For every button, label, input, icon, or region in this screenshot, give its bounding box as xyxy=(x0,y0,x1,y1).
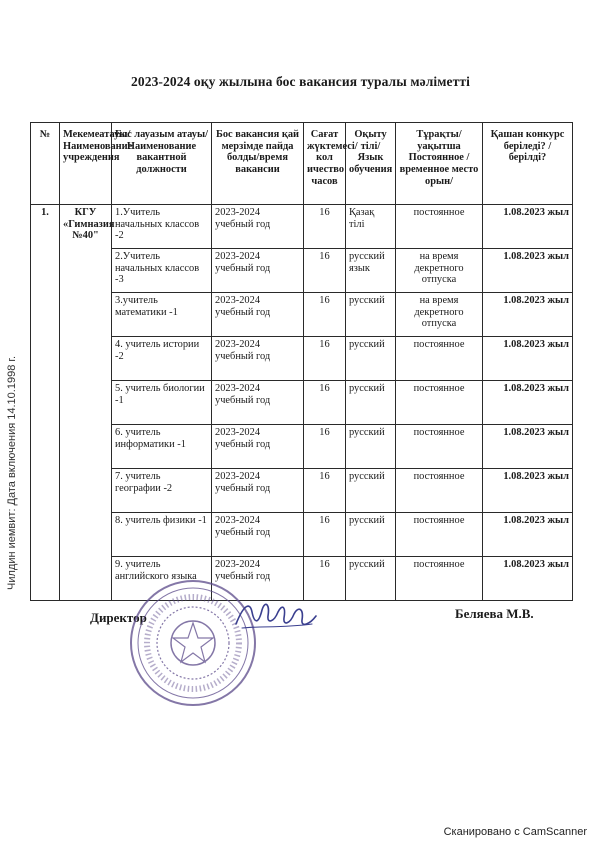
date-cell: 1.08.2023 жыл xyxy=(483,381,573,425)
date-cell: 1.08.2023 жыл xyxy=(483,513,573,557)
header-cell-number: № xyxy=(31,123,60,205)
period-cell: 2023-2024 учебный год xyxy=(212,513,304,557)
header-cell-period: Бос вакансия қай мерзімде пайда болды/время вакансии xyxy=(212,123,304,205)
table-row xyxy=(31,557,573,601)
period-cell: 2023-2024 учебный год xyxy=(212,293,304,337)
date-cell: 1.08.2023 жыл xyxy=(483,469,573,513)
hours-cell: 16 xyxy=(304,425,346,469)
position-cell: 5. учитель биологии -1 xyxy=(112,381,212,425)
date-cell: 1.08.2023 жыл xyxy=(483,293,573,337)
table-body xyxy=(31,205,573,601)
period-cell: 2023-2024 учебный год xyxy=(212,337,304,381)
header-cell-language: Оқыту тілі/ Язык обучения xyxy=(346,123,396,205)
director-name: Беляева М.В. xyxy=(455,606,534,621)
date-cell: 1.08.2023 жыл xyxy=(483,425,573,469)
position-cell: 3.учитель математики -1 xyxy=(112,293,212,337)
header-cell-date: Қашан конкурс беріледі? /берілді? xyxy=(483,123,573,205)
type-cell: постоянное xyxy=(396,513,483,557)
vacancy-table xyxy=(30,122,573,601)
header-cell-type: Тұрақты/ уақытша Постоянное / временное место орын/ xyxy=(396,123,483,205)
language-cell: Қазақ тілі xyxy=(346,205,396,249)
date-cell: 1.08.2023 жыл xyxy=(483,205,573,249)
language-cell: русский xyxy=(346,337,396,381)
table-header-row xyxy=(31,123,573,205)
scanner-watermark: Сканировано с CamScanner xyxy=(443,826,587,838)
hours-cell: 16 xyxy=(304,557,346,601)
type-cell: на время декретного отпуска xyxy=(396,249,483,293)
table-row xyxy=(31,249,573,293)
date-cell: 1.08.2023 жыл xyxy=(483,249,573,293)
position-cell: 1.Учитель начальных классов -2 xyxy=(112,205,212,249)
language-cell: русский xyxy=(346,425,396,469)
table-row xyxy=(31,513,573,557)
table-row xyxy=(31,425,573,469)
position-cell: 4. учитель истории -2 xyxy=(112,337,212,381)
period-cell: 2023-2024 учебный год xyxy=(212,425,304,469)
period-cell: 2023-2024 учебный год xyxy=(212,205,304,249)
hours-cell: 16 xyxy=(304,205,346,249)
position-cell: 2.Учитель начальных классов -3 xyxy=(112,249,212,293)
row-number-cell: 1. xyxy=(31,205,60,601)
position-cell: 9. учитель английского языка xyxy=(112,557,212,601)
header-cell-hours: Сағат жүктемесі/кол ичество часов xyxy=(304,123,346,205)
type-cell: постоянное xyxy=(396,381,483,425)
type-cell: постоянное xyxy=(396,337,483,381)
type-cell: постоянное xyxy=(396,425,483,469)
period-cell: 2023-2024 учебный год xyxy=(212,249,304,293)
date-cell: 1.08.2023 жыл xyxy=(483,337,573,381)
period-cell: 2023-2024 учебный год xyxy=(212,469,304,513)
period-cell: 2023-2024 учебный год xyxy=(212,557,304,601)
institution-cell: КГУ «Гимназия №40" xyxy=(60,205,112,601)
language-cell: русский xyxy=(346,513,396,557)
table-row xyxy=(31,337,573,381)
language-cell: русский xyxy=(346,557,396,601)
position-cell: 8. учитель физики -1 xyxy=(112,513,212,557)
director-label: Директор xyxy=(90,610,147,625)
type-cell: постоянное xyxy=(396,557,483,601)
language-cell: русский xyxy=(346,469,396,513)
date-cell: 1.08.2023 жыл xyxy=(483,557,573,601)
hours-cell: 16 xyxy=(304,249,346,293)
table-row xyxy=(31,293,573,337)
language-cell: русский xyxy=(346,381,396,425)
table-row xyxy=(31,205,573,249)
header-cell-institution: Мекемеатауы/ Наименование учреждения xyxy=(60,123,112,205)
hours-cell: 16 xyxy=(304,293,346,337)
side-margin-text: Чилдин иемвит: Дата включения 14.10.1998 г. xyxy=(6,355,18,590)
hours-cell: 16 xyxy=(304,337,346,381)
director-signature-icon xyxy=(232,598,320,634)
position-cell: 6. учитель информатики -1 xyxy=(112,425,212,469)
table-row xyxy=(31,469,573,513)
type-cell: постоянное xyxy=(396,469,483,513)
hours-cell: 16 xyxy=(304,513,346,557)
position-cell: 7. учитель географии -2 xyxy=(112,469,212,513)
header-cell-position: Бос лауазым атауы/ Наименование вакантной должности xyxy=(112,123,212,205)
table-row xyxy=(31,381,573,425)
type-cell: на время декретного отпуска xyxy=(396,293,483,337)
hours-cell: 16 xyxy=(304,381,346,425)
hours-cell: 16 xyxy=(304,469,346,513)
type-cell: постоянное xyxy=(396,205,483,249)
period-cell: 2023-2024 учебный год xyxy=(212,381,304,425)
language-cell: русский язык xyxy=(346,249,396,293)
language-cell: русский xyxy=(346,293,396,337)
document-title: 2023-2024 оқу жылына бос вакансия туралы мәліметті xyxy=(131,74,470,89)
